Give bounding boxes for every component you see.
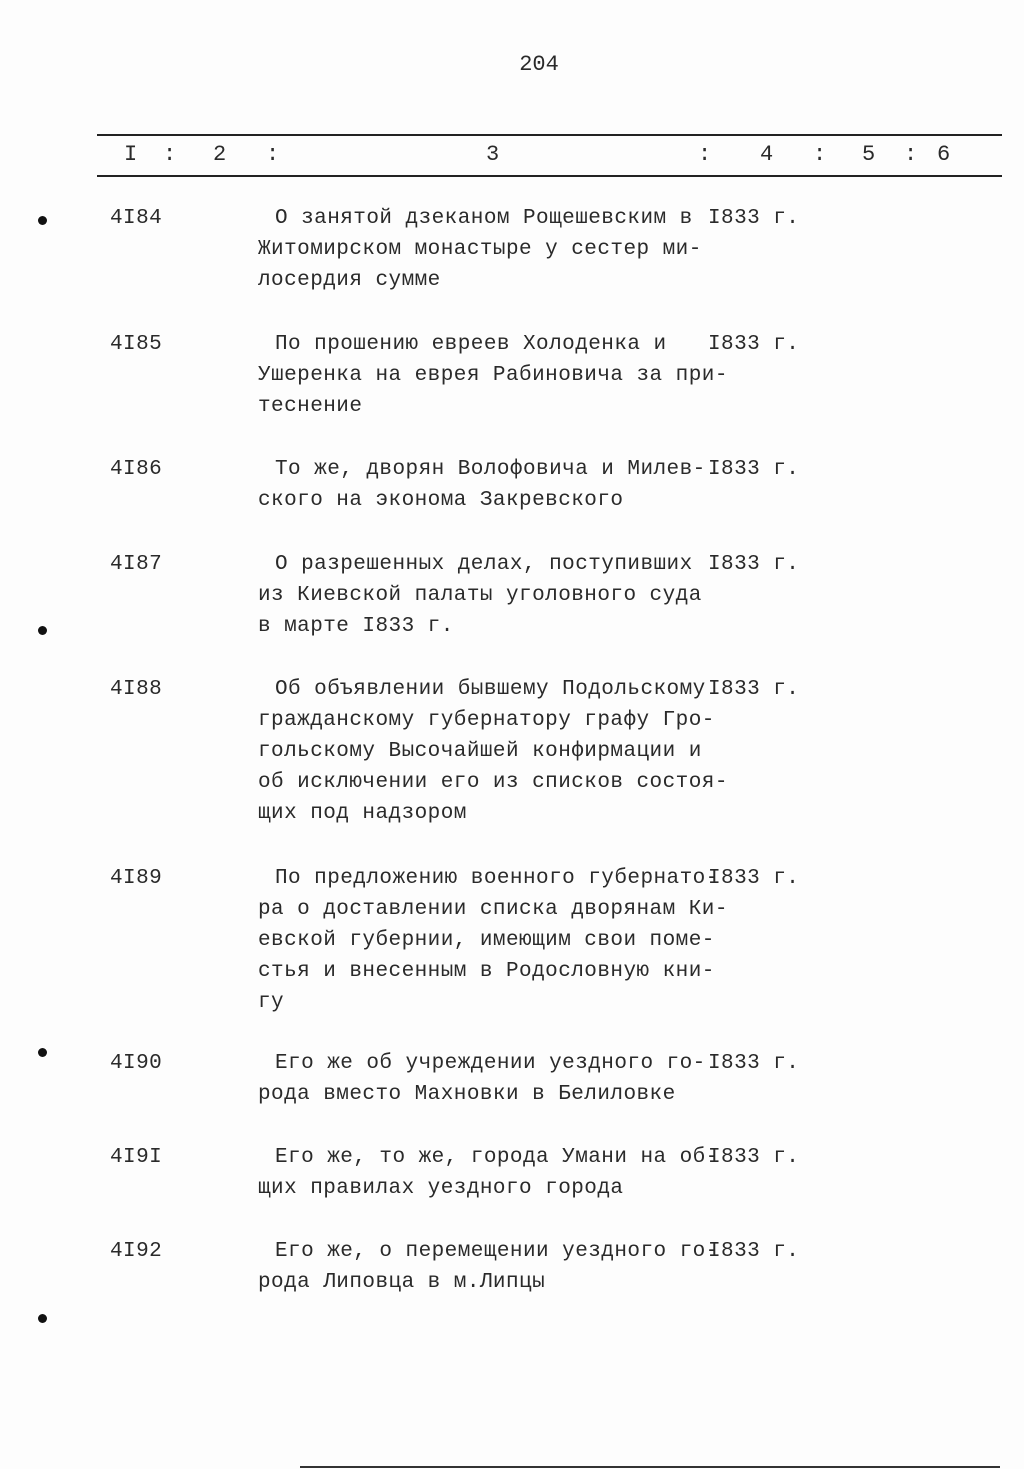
column-header-3: 3 bbox=[486, 142, 500, 167]
description-line: гу bbox=[258, 991, 285, 1014]
description-line: стья и внесенным в Родословную кни- bbox=[258, 960, 715, 983]
column-header-6: 6 bbox=[937, 142, 951, 167]
bottom-rule bbox=[300, 1466, 1000, 1468]
description-line: из Киевской палаты уголовного суда bbox=[258, 584, 702, 607]
entry-description bbox=[258, 1142, 719, 1204]
entry-description bbox=[258, 674, 728, 829]
entry-description bbox=[258, 203, 702, 296]
entry-description bbox=[258, 1048, 706, 1110]
description-line: гольскому Высочайшей конфирмации и bbox=[258, 740, 702, 763]
entry-year: I833 г. bbox=[708, 458, 800, 481]
column-header-1: I bbox=[124, 142, 138, 167]
entry-year: I833 г. bbox=[708, 553, 800, 576]
description-line: лосердия сумме bbox=[258, 269, 441, 292]
entry-year: I833 г. bbox=[708, 867, 800, 890]
header-bottom-rule bbox=[97, 175, 1002, 177]
description-line: То же, дворян Волофовича и Милев- bbox=[275, 458, 706, 481]
header-top-rule bbox=[97, 134, 1002, 136]
description-line: Его же об учреждении уездного го- bbox=[275, 1052, 706, 1075]
entry-year: I833 г. bbox=[708, 333, 800, 356]
column-separator: : bbox=[813, 142, 827, 167]
entry-number: 4I92 bbox=[110, 1240, 163, 1263]
description-line: щих под надзором bbox=[258, 802, 467, 825]
description-line: рода вместо Махновки в Белиловке bbox=[258, 1083, 676, 1106]
entry-number: 4I84 bbox=[110, 207, 163, 230]
column-header-4: 4 bbox=[760, 142, 774, 167]
entry-description bbox=[258, 1236, 719, 1298]
punch-hole-mark bbox=[38, 216, 47, 225]
entry-year: I833 г. bbox=[708, 1052, 800, 1075]
entry-year: I833 г. bbox=[708, 207, 800, 230]
punch-hole-mark bbox=[38, 626, 47, 635]
entry-number: 4I89 bbox=[110, 867, 163, 890]
column-separator: : bbox=[904, 142, 918, 167]
entry-description bbox=[258, 454, 706, 516]
entry-number: 4I88 bbox=[110, 678, 163, 701]
description-line: ра о доставлении списка дворянам Ки- bbox=[258, 898, 728, 921]
description-line: Житомирском монастыре у сестер ми- bbox=[258, 238, 702, 261]
description-line: ского на эконома Закревского bbox=[258, 489, 624, 512]
description-line: О занятой дзеканом Рощешевским в bbox=[275, 207, 693, 230]
entry-year: I833 г. bbox=[708, 1240, 800, 1263]
entry-description bbox=[258, 549, 702, 642]
punch-hole-mark bbox=[38, 1314, 47, 1323]
description-line: Его же, то же, города Умани на об- bbox=[275, 1146, 719, 1169]
description-line: в марте I833 г. bbox=[258, 615, 454, 638]
punch-hole-mark bbox=[38, 1048, 47, 1057]
description-line: Об объявлении бывшему Подольскому bbox=[275, 678, 706, 701]
entry-year: I833 г. bbox=[708, 1146, 800, 1169]
description-line: евской губернии, имеющим свои поме- bbox=[258, 929, 715, 952]
entry-number: 4I86 bbox=[110, 458, 163, 481]
entry-number: 4I85 bbox=[110, 333, 163, 356]
entry-year: I833 г. bbox=[708, 678, 800, 701]
entry-number: 4I87 bbox=[110, 553, 163, 576]
description-line: О разрешенных делах, поступивших bbox=[275, 553, 693, 576]
column-separator: : bbox=[266, 142, 280, 167]
column-header-5: 5 bbox=[862, 142, 876, 167]
entry-number: 4I90 bbox=[110, 1052, 163, 1075]
entry-description bbox=[258, 329, 728, 422]
column-header-2: 2 bbox=[213, 142, 227, 167]
description-line: Его же, о перемещении уездного го- bbox=[275, 1240, 719, 1263]
description-line: щих правилах уездного города bbox=[258, 1177, 624, 1200]
column-separator: : bbox=[698, 142, 712, 167]
description-line: Ушеренка на еврея Рабиновича за при- bbox=[258, 364, 728, 387]
description-line: теснение bbox=[258, 395, 363, 418]
description-line: об исключении его из списков состоя- bbox=[258, 771, 728, 794]
description-line: рода Липовца в м.Липцы bbox=[258, 1271, 546, 1294]
description-line: По предложению военного губернато- bbox=[275, 867, 719, 890]
description-line: гражданскому губернатору графу Гро- bbox=[258, 709, 715, 732]
page-number: 204 bbox=[519, 52, 559, 77]
entry-description bbox=[258, 863, 728, 1018]
description-line: По прошению евреев Холоденка и bbox=[275, 333, 667, 356]
entry-number: 4I9I bbox=[110, 1146, 163, 1169]
column-separator: : bbox=[163, 142, 177, 167]
